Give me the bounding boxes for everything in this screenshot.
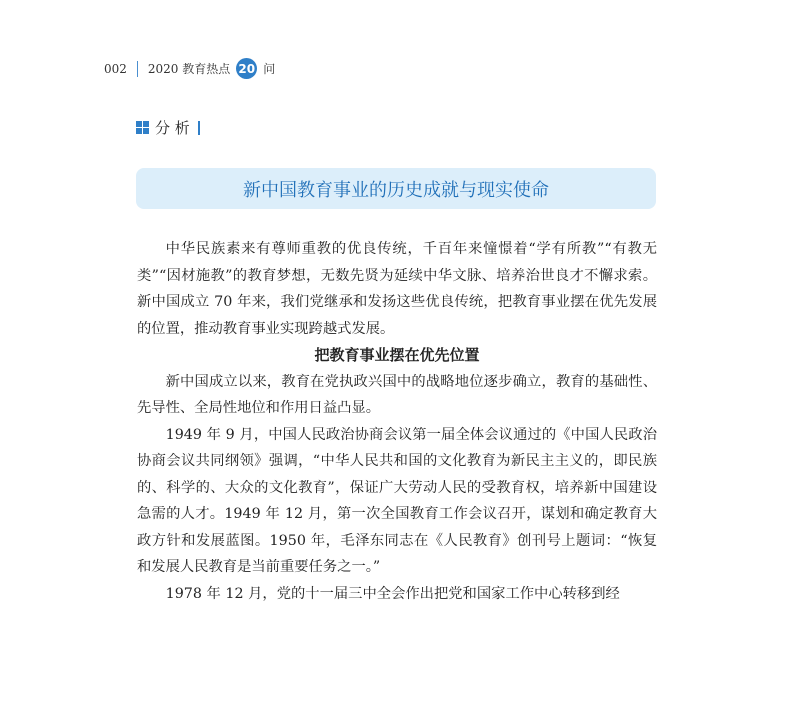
chapter-title-banner — [136, 168, 656, 209]
section-label — [136, 117, 200, 138]
page-number: 002 — [104, 61, 127, 76]
paragraph: 1949 年 9 月，中国人民政治协商会议第一届全体会议通过的《中国人民政治协商会议共同纲领》强调，“中华人民共和国的文化教育为新民主主义的，即民族的、科学的、大众的文化教育”，保证广大劳动人民的受教育权，培养新中国建设急需的人才。1949 年 12 月，第一次全国教育工作会议召开，谋划和确定教育大政方针和发展蓝图。1950 年，毛泽东同志在《人民教育》创刊号上题词：“恢复和发展人民教育是当前重要任务之一。” — [137, 426, 657, 575]
book-title-suffix: 问 — [263, 62, 276, 76]
article-body — [137, 236, 657, 607]
paragraph: 1978 年 12 月，党的十一届三中全会作出把党和国家工作中心转移到经 — [165, 585, 620, 602]
paragraph: 新中国成立以来，教育在党执政兴国中的战略地位逐步确立，教育的基础性、先导性、全局性地位和作用日益凸显。 — [137, 373, 657, 416]
book-number-badge: 20 — [236, 58, 257, 79]
section-grid-icon — [136, 121, 149, 134]
paragraph: 中华民族素来有尊师重教的优良传统，千百年来憧憬着“学有所教”“有教无类”“因材施教”的教育梦想，无数先贤为延续中华文脉、培养治世良才不懈求索。新中国成立 70 年来，我们党继承和发扬这些优良传统，把教育事业摆在优先发展的位置，推动教育事业实现跨越式发展。 — [137, 241, 657, 337]
section-bar-icon — [198, 121, 200, 135]
header-divider — [137, 61, 138, 77]
chapter-title: 新中国教育事业的历史成就与现实使命 — [243, 179, 549, 201]
book-title-prefix: 2020 教育热点 — [147, 62, 231, 76]
subheading: 把教育事业摆在优先位置 — [314, 346, 480, 364]
page-header — [104, 58, 275, 79]
section-label-text: 分 析 — [155, 119, 190, 137]
